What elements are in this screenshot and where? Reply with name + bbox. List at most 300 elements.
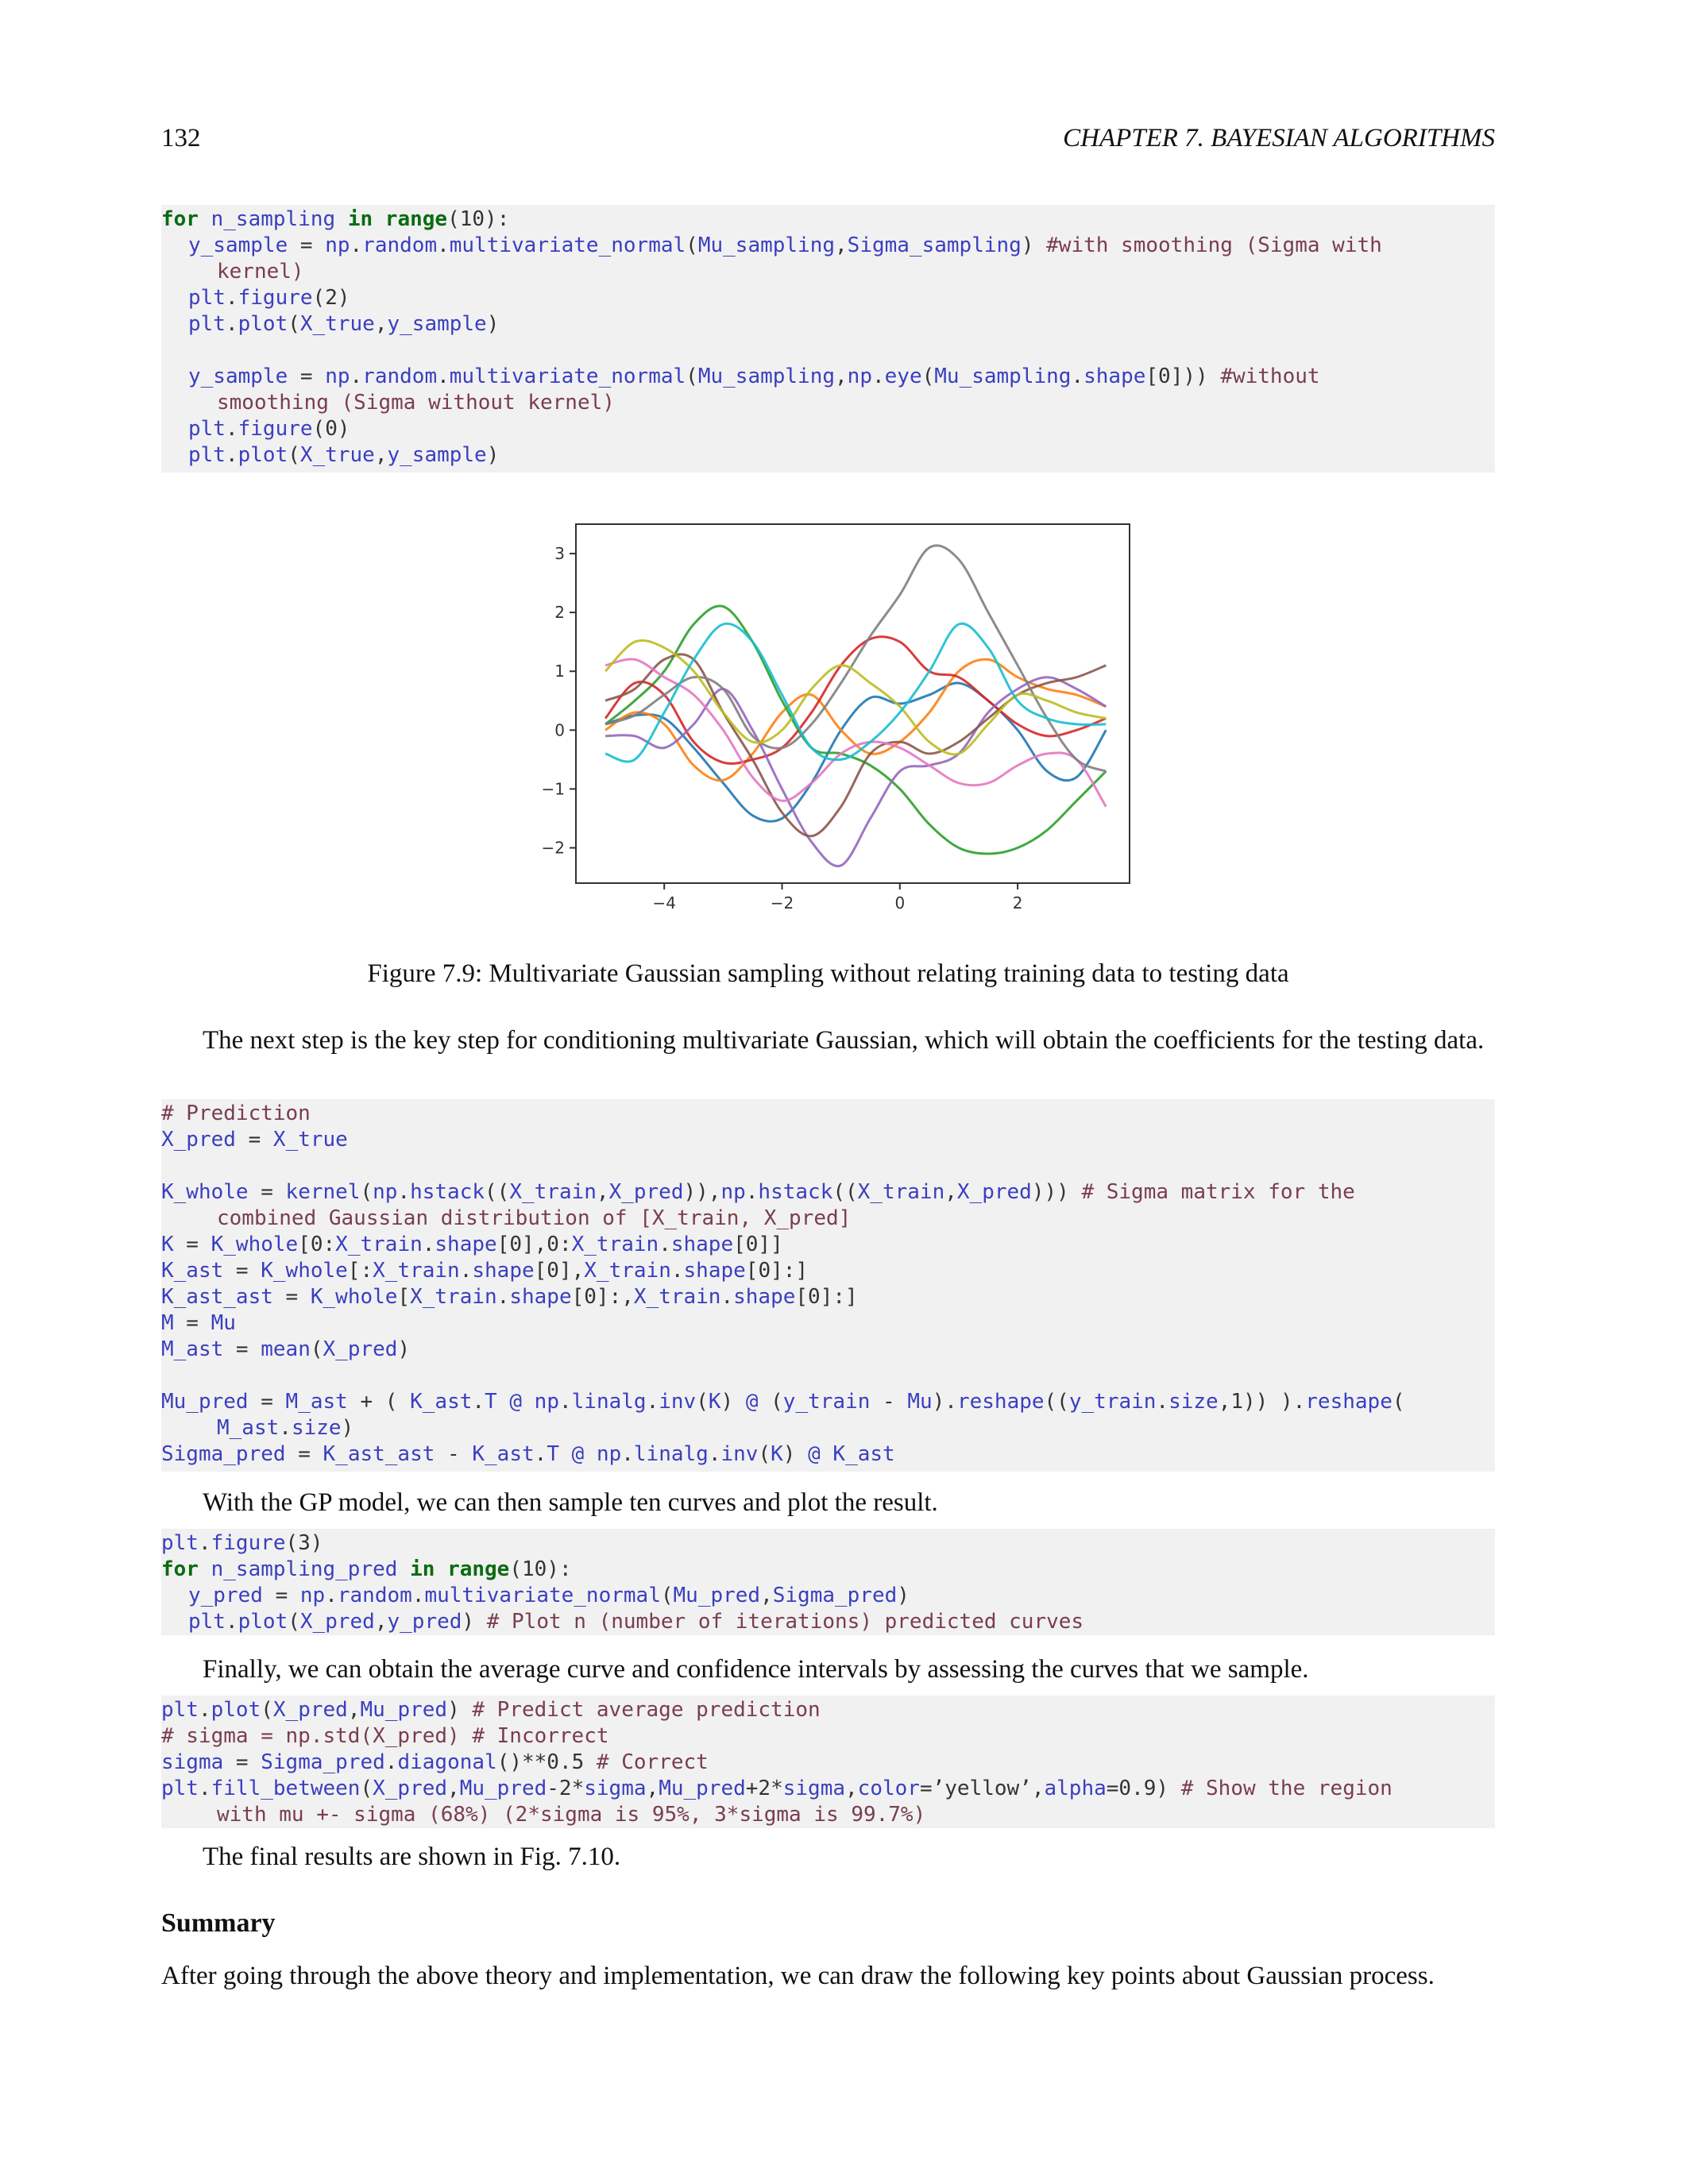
code-token: plt: [188, 286, 226, 310]
code-line: [161, 1258, 1495, 1284]
code-token: ,: [374, 312, 388, 336]
code-token: Mu: [907, 1390, 933, 1414]
code-block-sampling: [161, 205, 1495, 473]
code-token: K: [771, 1442, 783, 1466]
code-token: K_ast: [472, 1442, 535, 1466]
code-token: =: [235, 1128, 273, 1152]
code-token: Sigma_pred: [261, 1750, 385, 1774]
code-token: .: [496, 1285, 510, 1309]
code-token: shape: [733, 1285, 796, 1309]
code-token: .: [422, 1233, 435, 1256]
code-token: [335, 207, 348, 231]
code-token: ,: [944, 1180, 957, 1204]
code-line: [161, 259, 1495, 285]
code-token: .: [411, 1584, 425, 1607]
code-token: np: [325, 365, 350, 388]
code-token: np: [325, 233, 350, 257]
x-tick-label: 0: [894, 893, 906, 913]
code-token: -: [435, 1442, 473, 1466]
page-number: 132: [161, 124, 201, 152]
code-token: linalg: [571, 1390, 647, 1414]
code-token: hstack: [410, 1180, 485, 1204]
code-line: [161, 1776, 1495, 1802]
code-line: [161, 364, 1495, 390]
code-token: X_train: [584, 1259, 671, 1283]
code-token: (: [660, 1584, 674, 1607]
code-line: [161, 1337, 1495, 1363]
code-line: [161, 390, 1495, 416]
code-token: Mu_pred: [459, 1777, 547, 1800]
code-line: [161, 1583, 1495, 1609]
code-token: (: [921, 365, 935, 388]
code-token: ): [486, 443, 500, 467]
code-token: size: [1168, 1390, 1219, 1414]
code-token: (3): [285, 1531, 323, 1555]
code-token: =: [288, 233, 326, 257]
code-line: [161, 1723, 1495, 1750]
code-token: =: [248, 1180, 286, 1204]
code-token: Sigma_sampling: [847, 233, 1022, 257]
code-token: plot: [238, 1610, 288, 1634]
code-token: X_train: [857, 1180, 945, 1204]
code-token: y_sample: [387, 312, 487, 336]
code-token: diagonal: [397, 1750, 497, 1774]
paragraph-average-curve: Finally, we can obtain the average curve and confidence intervals by assessing the curves that we sample.: [203, 1655, 1309, 1684]
code-token: in: [410, 1557, 435, 1581]
code-token: [435, 1557, 447, 1581]
code-token: K_ast_ast: [323, 1442, 435, 1466]
code-token: sigma: [782, 1777, 846, 1800]
figure-caption: Figure 7.9: Multivariate Gaussian sampling without relating training data to testing data: [367, 959, 1289, 988]
code-token: =: [288, 365, 326, 388]
code-token: =: [173, 1233, 211, 1256]
code-token: [0]:,: [571, 1285, 634, 1309]
code-token: ((: [485, 1180, 510, 1204]
code-token: M_ast: [161, 1337, 224, 1361]
code-token: np: [299, 1584, 326, 1607]
code-token: .: [225, 286, 238, 310]
code-token: # Show the region: [1180, 1777, 1393, 1800]
code-token: eye: [884, 365, 922, 388]
code-token: ,: [835, 365, 848, 388]
code-token: ((: [832, 1180, 858, 1204]
code-token: plt: [161, 1698, 199, 1722]
x-tick-label: −2: [770, 893, 794, 913]
code-token: [559, 1442, 572, 1466]
code-token: mean: [261, 1337, 311, 1361]
code-token: .: [198, 1531, 211, 1555]
code-token: y_pred: [387, 1610, 462, 1634]
code-token: =’yellow’,: [919, 1777, 1045, 1800]
code-token: ,: [347, 1698, 361, 1722]
x-tick-label: 2: [1012, 893, 1023, 913]
code-token: ,: [845, 1777, 858, 1800]
code-token: (: [288, 443, 300, 467]
code-token: .: [198, 1777, 211, 1800]
code-token: (0): [312, 417, 350, 441]
code-token: # Prediction: [161, 1102, 311, 1125]
code-token: .: [350, 365, 363, 388]
code-token: n_sampling: [211, 207, 336, 231]
code-token: K_whole: [161, 1180, 249, 1204]
code-token: random: [362, 233, 438, 257]
code-token: with mu +- sigma (68%) (2*sigma is 95%, 3*sigma is 99.7%): [217, 1803, 926, 1827]
code-token: ): [897, 1584, 910, 1607]
code-line: [161, 1609, 1495, 1635]
code-token: .: [621, 1442, 634, 1466]
code-token: color: [857, 1777, 920, 1800]
code-token: .: [745, 1180, 759, 1204]
code-token: plt: [188, 443, 226, 467]
code-token: =: [285, 1442, 323, 1466]
code-token: [:: [347, 1259, 373, 1283]
code-token: ()**0.5: [496, 1750, 597, 1774]
code-token: [0],: [534, 1259, 585, 1283]
code-token: alpha: [1044, 1777, 1107, 1800]
code-token: np: [720, 1180, 746, 1204]
code-token: .: [459, 1259, 473, 1283]
code-token: )),: [683, 1180, 721, 1204]
code-token: multivariate_normal: [449, 365, 686, 388]
code-token: (: [696, 1390, 709, 1414]
code-token: reshape: [956, 1390, 1045, 1414]
code-token: ,: [447, 1777, 460, 1800]
code-line: [161, 1206, 1495, 1232]
chapter-title: CHAPTER 7. BAYESIAN ALGORITHMS: [1063, 124, 1495, 152]
code-token: plt: [188, 417, 226, 441]
code-line: [161, 1530, 1495, 1557]
code-token: +2*: [745, 1777, 783, 1800]
code-token: range: [384, 207, 448, 231]
code-token: inv: [659, 1390, 697, 1414]
code-token: .: [720, 1285, 734, 1309]
code-token: ): [462, 1610, 487, 1634]
code-line: [161, 1179, 1495, 1206]
code-token: hstack: [758, 1180, 833, 1204]
code-token: for: [161, 1557, 199, 1581]
code-token: .: [670, 1259, 684, 1283]
code-line: [161, 1415, 1495, 1441]
code-line: [161, 233, 1495, 259]
code-token: -2*: [547, 1777, 585, 1800]
code-token: =: [223, 1337, 261, 1361]
code-token: np: [534, 1390, 559, 1414]
code-token: .: [1156, 1390, 1169, 1414]
code-token: figure: [238, 286, 313, 310]
gaussian-sampling-figure: [508, 508, 1136, 921]
code-token: (: [310, 1337, 323, 1361]
code-token: =: [262, 1584, 300, 1607]
code-token: .: [397, 1180, 411, 1204]
code-token: ): [1021, 233, 1047, 257]
code-token: plot: [211, 1698, 261, 1722]
code-token: T: [485, 1390, 497, 1414]
code-token: inv: [720, 1442, 759, 1466]
code-token: [584, 1442, 597, 1466]
code-token: Sigma_pred: [772, 1584, 898, 1607]
page-header: [161, 124, 1495, 159]
paragraph-gp-model: With the GP model, we can then sample ten curves and plot the result.: [203, 1488, 938, 1517]
code-token: ,: [760, 1584, 773, 1607]
paragraph-summary: After going through the above theory and implementation, we can draw the following key points about Gaussian process.: [161, 1962, 1435, 1990]
code-token: -: [870, 1390, 908, 1414]
code-line: [161, 1284, 1495, 1310]
code-token: .: [1071, 365, 1084, 388]
code-token: =: [272, 1285, 311, 1309]
code-token: K_whole: [211, 1233, 299, 1256]
code-token: .: [279, 1416, 292, 1440]
code-token: [199, 1557, 211, 1581]
code-line: [161, 1153, 1495, 1179]
code-token: plt: [161, 1777, 199, 1800]
code-token: .: [472, 1390, 485, 1414]
code-token: [0]:]: [795, 1285, 858, 1309]
code-token: K_ast: [410, 1390, 473, 1414]
paragraph-conditioning: The next step is the key step for conditioning multivariate Gaussian, which will obtain the coefficients for the testing data.: [203, 1026, 1485, 1055]
code-token: shape: [670, 1233, 734, 1256]
code-token: @: [509, 1390, 523, 1414]
code-token: (: [758, 1390, 783, 1414]
code-line: [161, 1127, 1495, 1153]
code-token: shape: [683, 1259, 746, 1283]
code-token: @: [745, 1390, 759, 1414]
code-token: X_train: [571, 1233, 659, 1256]
paragraph-final-results: The final results are shown in Fig. 7.10.: [203, 1843, 621, 1871]
code-token: + (: [347, 1390, 411, 1414]
code-token: K_ast: [161, 1259, 224, 1283]
code-token: ,: [646, 1777, 659, 1800]
code-token: ): [782, 1442, 809, 1466]
code-token: for: [161, 207, 199, 231]
code-token: X_train: [509, 1180, 597, 1204]
code-token: plt: [188, 1610, 226, 1634]
code-token: kernel): [217, 260, 304, 284]
code-token: [0]]: [733, 1233, 783, 1256]
code-token: (10):: [509, 1557, 572, 1581]
code-token: =: [173, 1311, 211, 1335]
code-token: y_sample: [387, 443, 487, 467]
code-line: [161, 1389, 1495, 1415]
code-token: .: [659, 1233, 671, 1256]
code-token: # Plot n (number of iterations) predicted curves: [486, 1610, 1084, 1634]
code-token: y_pred: [188, 1584, 263, 1607]
summary-heading: Summary: [161, 1908, 276, 1938]
code-line: [161, 1363, 1495, 1389]
code-token: Mu_sampling: [934, 365, 1072, 388]
code-token: ): [397, 1337, 411, 1361]
code-token: [: [397, 1285, 411, 1309]
code-token: ).: [932, 1390, 957, 1414]
code-token: X_train: [335, 1233, 423, 1256]
code-token: multivariate_normal: [424, 1584, 661, 1607]
code-block-sample-curves: [161, 1529, 1495, 1635]
code-token: in: [347, 207, 373, 231]
y-tick-label: 2: [554, 603, 565, 623]
code-token: ): [486, 312, 500, 336]
code-token: random: [337, 1584, 412, 1607]
code-token: linalg: [633, 1442, 709, 1466]
code-block-confidence: [161, 1696, 1495, 1828]
code-token: K_whole: [261, 1259, 348, 1283]
code-token: Mu_sampling: [697, 233, 836, 257]
code-line: [161, 416, 1495, 442]
code-token: plt: [188, 312, 226, 336]
code-token: multivariate_normal: [449, 233, 686, 257]
code-token: =0.9): [1106, 1777, 1181, 1800]
code-token: fill_between: [211, 1777, 361, 1800]
code-line: [161, 1750, 1495, 1776]
code-line: [161, 206, 1495, 233]
code-block-prediction: [161, 1099, 1495, 1472]
code-token: M_ast: [285, 1390, 348, 1414]
code-token: [199, 207, 211, 231]
code-token: .: [558, 1390, 572, 1414]
code-token: (: [261, 1698, 273, 1722]
y-tick-label: −1: [541, 779, 565, 799]
code-token: .: [225, 417, 238, 441]
code-token: Mu_pred: [161, 1390, 249, 1414]
code-token: X_pred: [323, 1337, 398, 1361]
code-token: K: [708, 1390, 721, 1414]
code-token: =: [223, 1750, 261, 1774]
code-token: .: [225, 1610, 238, 1634]
code-token: (: [686, 233, 698, 257]
code-token: [397, 1557, 410, 1581]
code-line: [161, 1557, 1495, 1583]
code-token: X_pred: [956, 1180, 1032, 1204]
code-token: plt: [161, 1531, 199, 1555]
code-token: (: [288, 1610, 300, 1634]
code-token: (: [1392, 1390, 1405, 1414]
code-line: [161, 338, 1495, 364]
code-line: [161, 1802, 1495, 1828]
code-token: [0:: [298, 1233, 336, 1256]
code-token: ): [341, 1416, 354, 1440]
code-token: (: [686, 365, 698, 388]
code-line: [161, 285, 1495, 311]
code-line: [161, 1232, 1495, 1258]
code-token: ): [720, 1390, 746, 1414]
code-line: [161, 442, 1495, 469]
code-token: M: [161, 1311, 174, 1335]
code-token: [0]:]: [745, 1259, 809, 1283]
code-token: X_train: [373, 1259, 460, 1283]
code-token: y_sample: [188, 365, 288, 388]
code-token: [373, 207, 385, 231]
code-token: np: [373, 1180, 398, 1204]
code-token: ,1)) ).: [1218, 1390, 1306, 1414]
code-token: .: [534, 1442, 547, 1466]
code-line: [161, 1101, 1495, 1127]
code-token: =: [248, 1390, 286, 1414]
code-token: reshape: [1305, 1390, 1393, 1414]
y-tick-label: 3: [554, 544, 565, 564]
code-token: y_train: [782, 1390, 871, 1414]
code-token: Mu: [211, 1311, 236, 1335]
code-token: # Sigma matrix for the: [1081, 1180, 1355, 1204]
code-token: #without: [1220, 365, 1320, 388]
code-token: @: [808, 1442, 821, 1466]
code-token: Sigma_pred: [161, 1442, 286, 1466]
code-token: .: [198, 1698, 211, 1722]
code-token: @: [571, 1442, 585, 1466]
code-token: (: [360, 1777, 373, 1800]
code-token: X_true: [299, 312, 375, 336]
code-token: [821, 1442, 833, 1466]
code-token: sigma: [161, 1750, 224, 1774]
code-token: K_whole: [310, 1285, 398, 1309]
code-token: =: [223, 1259, 261, 1283]
code-token: M_ast: [217, 1416, 280, 1440]
code-token: figure: [238, 417, 313, 441]
code-token: .: [437, 365, 450, 388]
code-token: figure: [211, 1531, 286, 1555]
code-token: X_pred: [161, 1128, 236, 1152]
code-token: ): [447, 1698, 473, 1722]
code-token: kernel: [285, 1180, 361, 1204]
code-token: X_true: [299, 443, 375, 467]
code-token: shape: [509, 1285, 572, 1309]
y-tick-label: 0: [554, 720, 565, 740]
code-token: smoothing (Sigma without kernel): [217, 391, 615, 415]
code-token: Mu_sampling: [697, 365, 836, 388]
y-tick-label: 1: [554, 662, 565, 681]
code-token: X_train: [633, 1285, 721, 1309]
code-token: y_train: [1068, 1390, 1157, 1414]
code-token: X_true: [272, 1128, 348, 1152]
code-token: np: [847, 365, 872, 388]
x-tick-label: −4: [652, 893, 676, 913]
code-token: sigma: [584, 1777, 647, 1800]
code-token: range: [447, 1557, 510, 1581]
code-token: # Predict average prediction: [472, 1698, 821, 1722]
code-token: ))): [1031, 1180, 1082, 1204]
code-line: [161, 1441, 1495, 1468]
code-token: shape: [472, 1259, 535, 1283]
code-token: .: [225, 443, 238, 467]
code-token: X_pred: [373, 1777, 448, 1800]
y-tick-label: −2: [541, 838, 565, 858]
code-line: [161, 311, 1495, 338]
code-token: (10):: [447, 207, 510, 231]
code-token: .: [646, 1390, 659, 1414]
code-token: .: [384, 1750, 398, 1774]
code-token: (2): [312, 286, 350, 310]
code-token: combined Gaussian distribution of [X_train, X_pred]: [217, 1206, 852, 1230]
code-token: X_pred: [608, 1180, 684, 1204]
code-token: ,: [374, 443, 388, 467]
code-token: ,: [835, 233, 848, 257]
code-token: .: [871, 365, 885, 388]
code-token: Mu_pred: [360, 1698, 448, 1722]
code-token: y_sample: [188, 233, 288, 257]
code-token: (: [360, 1180, 373, 1204]
code-token: [0],0:: [496, 1233, 572, 1256]
code-line: [161, 1697, 1495, 1723]
code-token: X_pred: [272, 1698, 348, 1722]
code-token: random: [362, 365, 438, 388]
code-token: shape: [435, 1233, 497, 1256]
code-token: np: [596, 1442, 622, 1466]
code-token: # sigma = np.std(X_pred) # Incorrect: [161, 1724, 609, 1748]
code-token: ,: [374, 1610, 388, 1634]
code-token: Mu_pred: [673, 1584, 761, 1607]
code-token: K_ast_ast: [161, 1285, 273, 1309]
code-token: ,: [596, 1180, 609, 1204]
code-token: K: [161, 1233, 174, 1256]
code-token: .: [708, 1442, 721, 1466]
code-token: (: [288, 312, 300, 336]
